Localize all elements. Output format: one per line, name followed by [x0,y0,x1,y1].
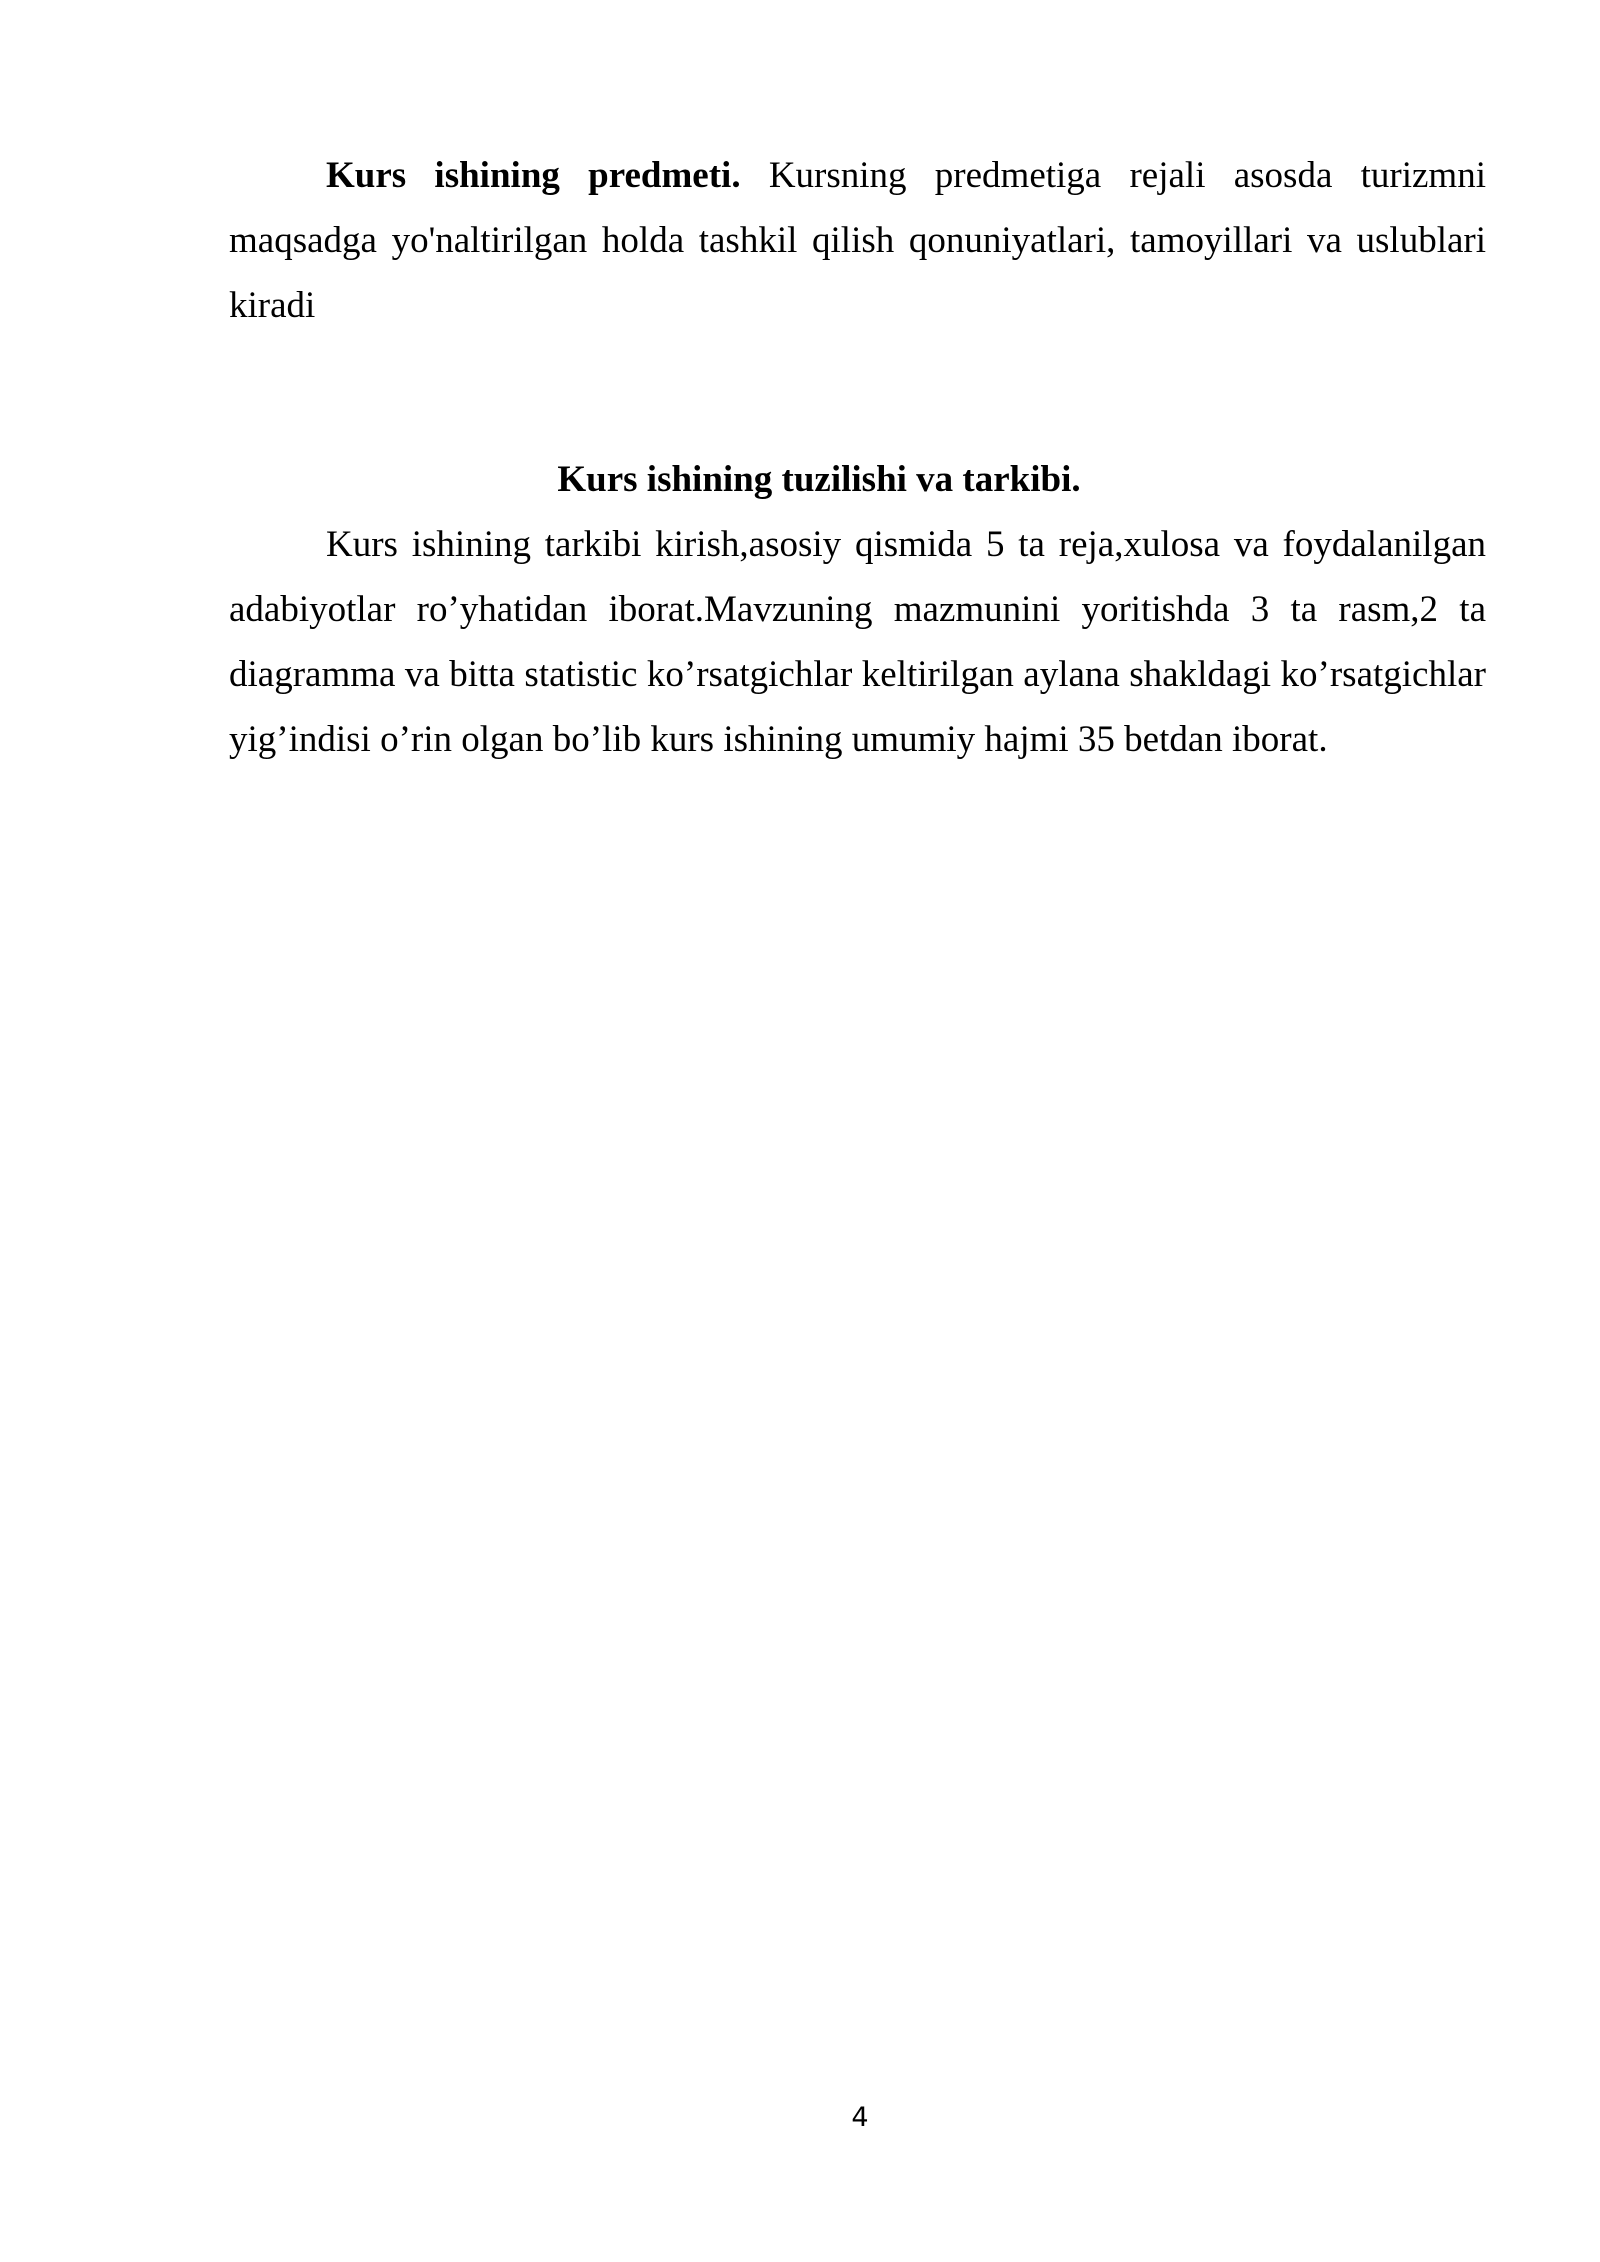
paragraph-subject [229,143,1486,338]
structure-heading: Kurs ishining tuzilishi va tarkibi. [557,459,1081,500]
subject-lead-heading: Kurs ishining predmeti. [326,155,741,196]
paragraph-subject-text [229,143,1486,338]
structure-body-text: Kurs ishining tarkibi kirish,asosiy qismida 5 ta reja,xulosa va foydalanilgan adabiyotlar ro’yhatidan iborat.Mavzuning mazmunini yoritishda 3 ta rasm,2 ta diagramma va bitta statistic ko’rsatgichlar keltirilgan aylana shakldagi ko’rsatgichlar yig’indisi o’rin olgan bo’lib kurs ishining umumiy hajmi 35 betdan iborat. [229,524,1486,760]
paragraph-structure [229,512,1486,772]
subject-body-text: Kursning predmetiga rejali asosda turizmni maqsadga yo'naltirilgan holda tashkil qilish qonuniyatlari, tamoyillari va uslublari kiradi [229,155,1486,326]
page-number: 4 [851,2102,869,2133]
